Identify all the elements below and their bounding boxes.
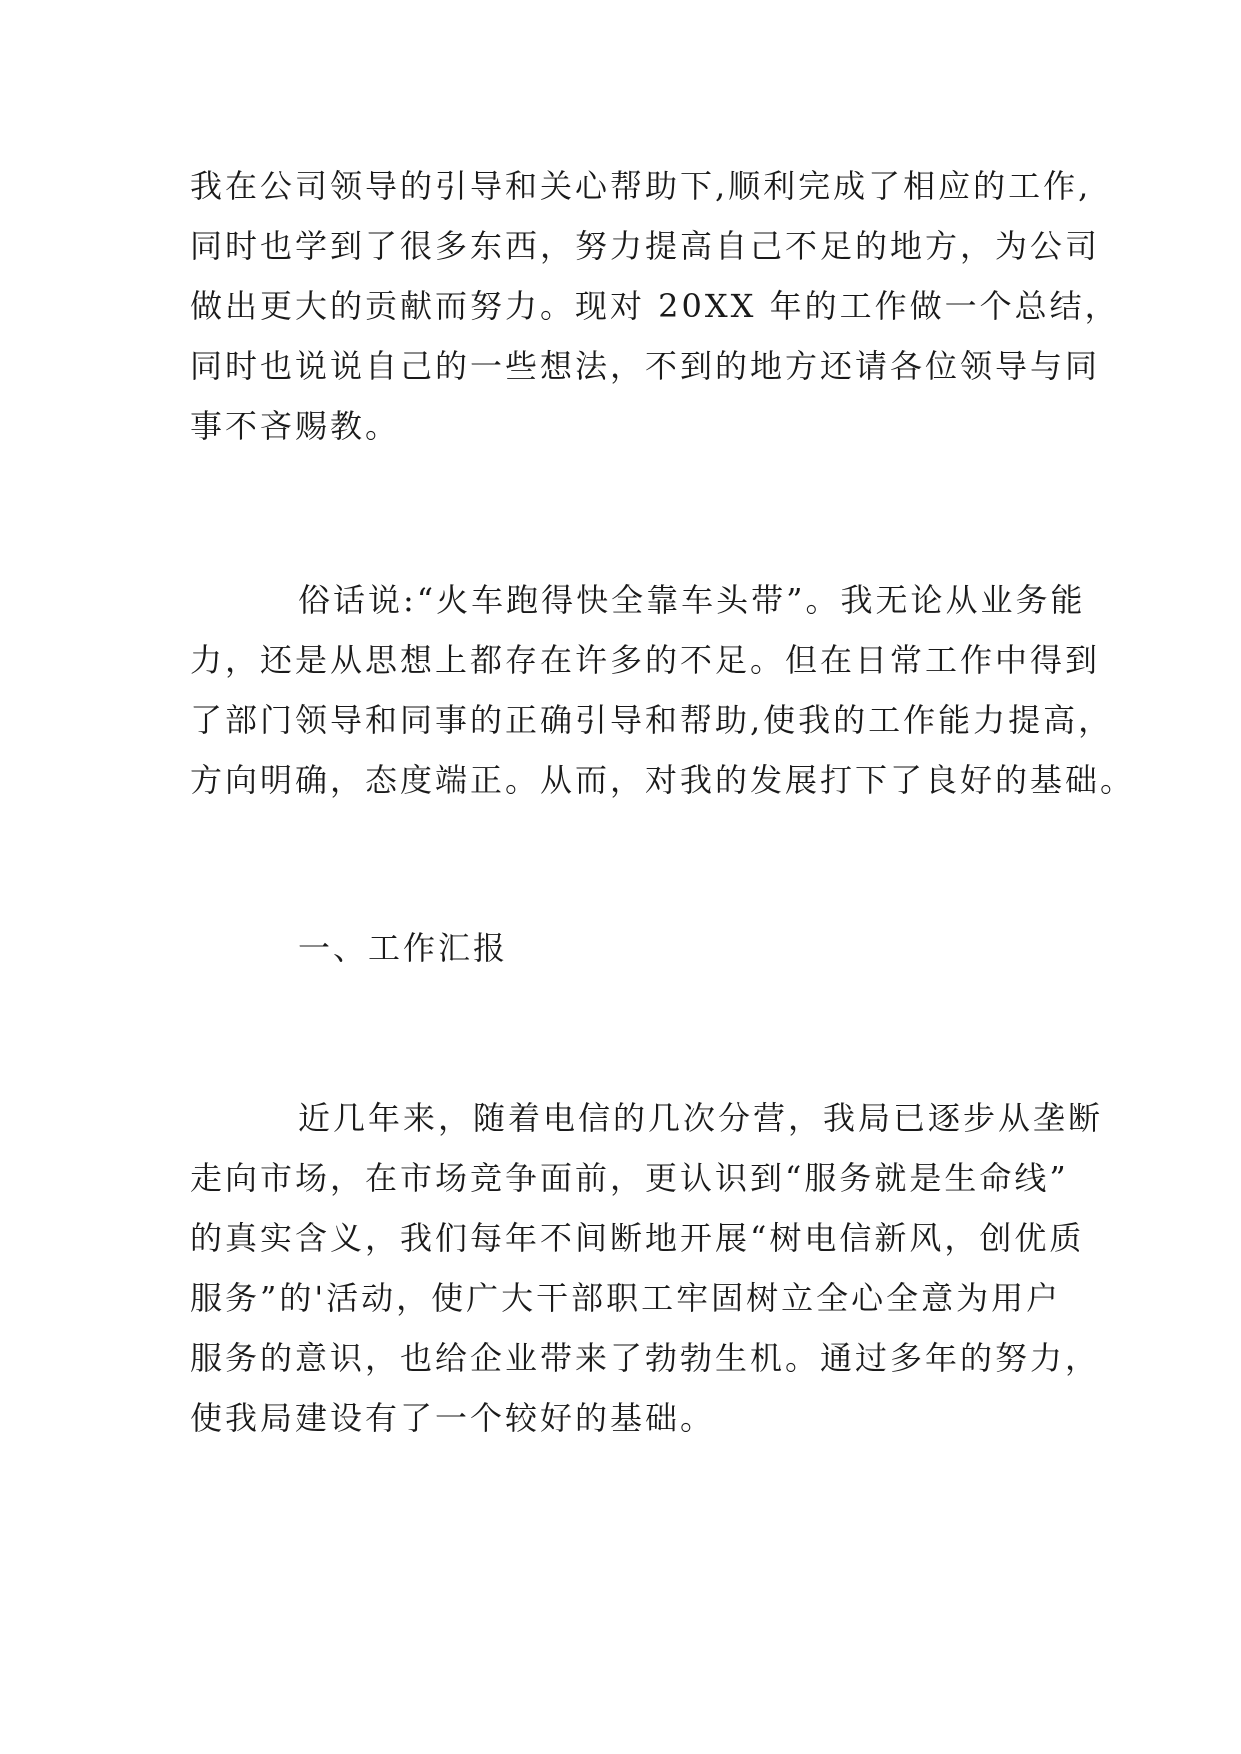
paragraph-3-line-2: 走向市场，在市场竞争面前，更认识到“服务就是生命线” xyxy=(190,1159,1069,1197)
paragraph-1-line-5: 事不吝赐教。 xyxy=(190,407,401,445)
paragraph-2-line-2: 力，还是从思想上都存在许多的不足。但在日常工作中得到 xyxy=(190,641,1101,679)
paragraph-3-line-6: 使我局建设有了一个较好的基础。 xyxy=(190,1399,716,1437)
paragraph-3-line-4: 服务”的'活动，使广大干部职工牢固树立全心全意为用户 xyxy=(190,1279,1062,1317)
paragraph-2-line-4: 方向明确，态度端正。从而，对我的发展打下了良好的基础。 xyxy=(190,761,1136,799)
section-heading: 一、工作汇报 xyxy=(298,929,509,967)
paragraph-1-line-1: 我在公司领导的引导和关心帮助下,顺利完成了相应的工作, xyxy=(190,167,1092,205)
paragraph-1-line-4: 同时也说说自己的一些想法，不到的地方还请各位领导与同 xyxy=(190,347,1101,385)
paragraph-3-line-5: 服务的意识，也给企业带来了勃勃生机。通过多年的努力， xyxy=(190,1339,1101,1377)
paragraph-2-line-3: 了部门领导和同事的正确引导和帮助,使我的工作能力提高， xyxy=(190,701,1114,739)
paragraph-3-line-3: 的真实含义，我们每年不间断地开展“树电信新风，创优质 xyxy=(190,1219,1085,1257)
paragraph-1-line-2: 同时也学到了很多东西，努力提高自己不足的地方，为公司 xyxy=(190,227,1101,265)
paragraph-3-line-1: 近几年来，随着电信的几次分营，我局已逐步从垄断 xyxy=(298,1099,1104,1137)
paragraph-1-line-3: 做出更大的贡献而努力。现对 20XX 年的工作做一个总结， xyxy=(190,287,1120,325)
paragraph-2-line-1: 俗话说:“火车跑得快全靠车头带”。我无论从业务能 xyxy=(298,581,1086,619)
